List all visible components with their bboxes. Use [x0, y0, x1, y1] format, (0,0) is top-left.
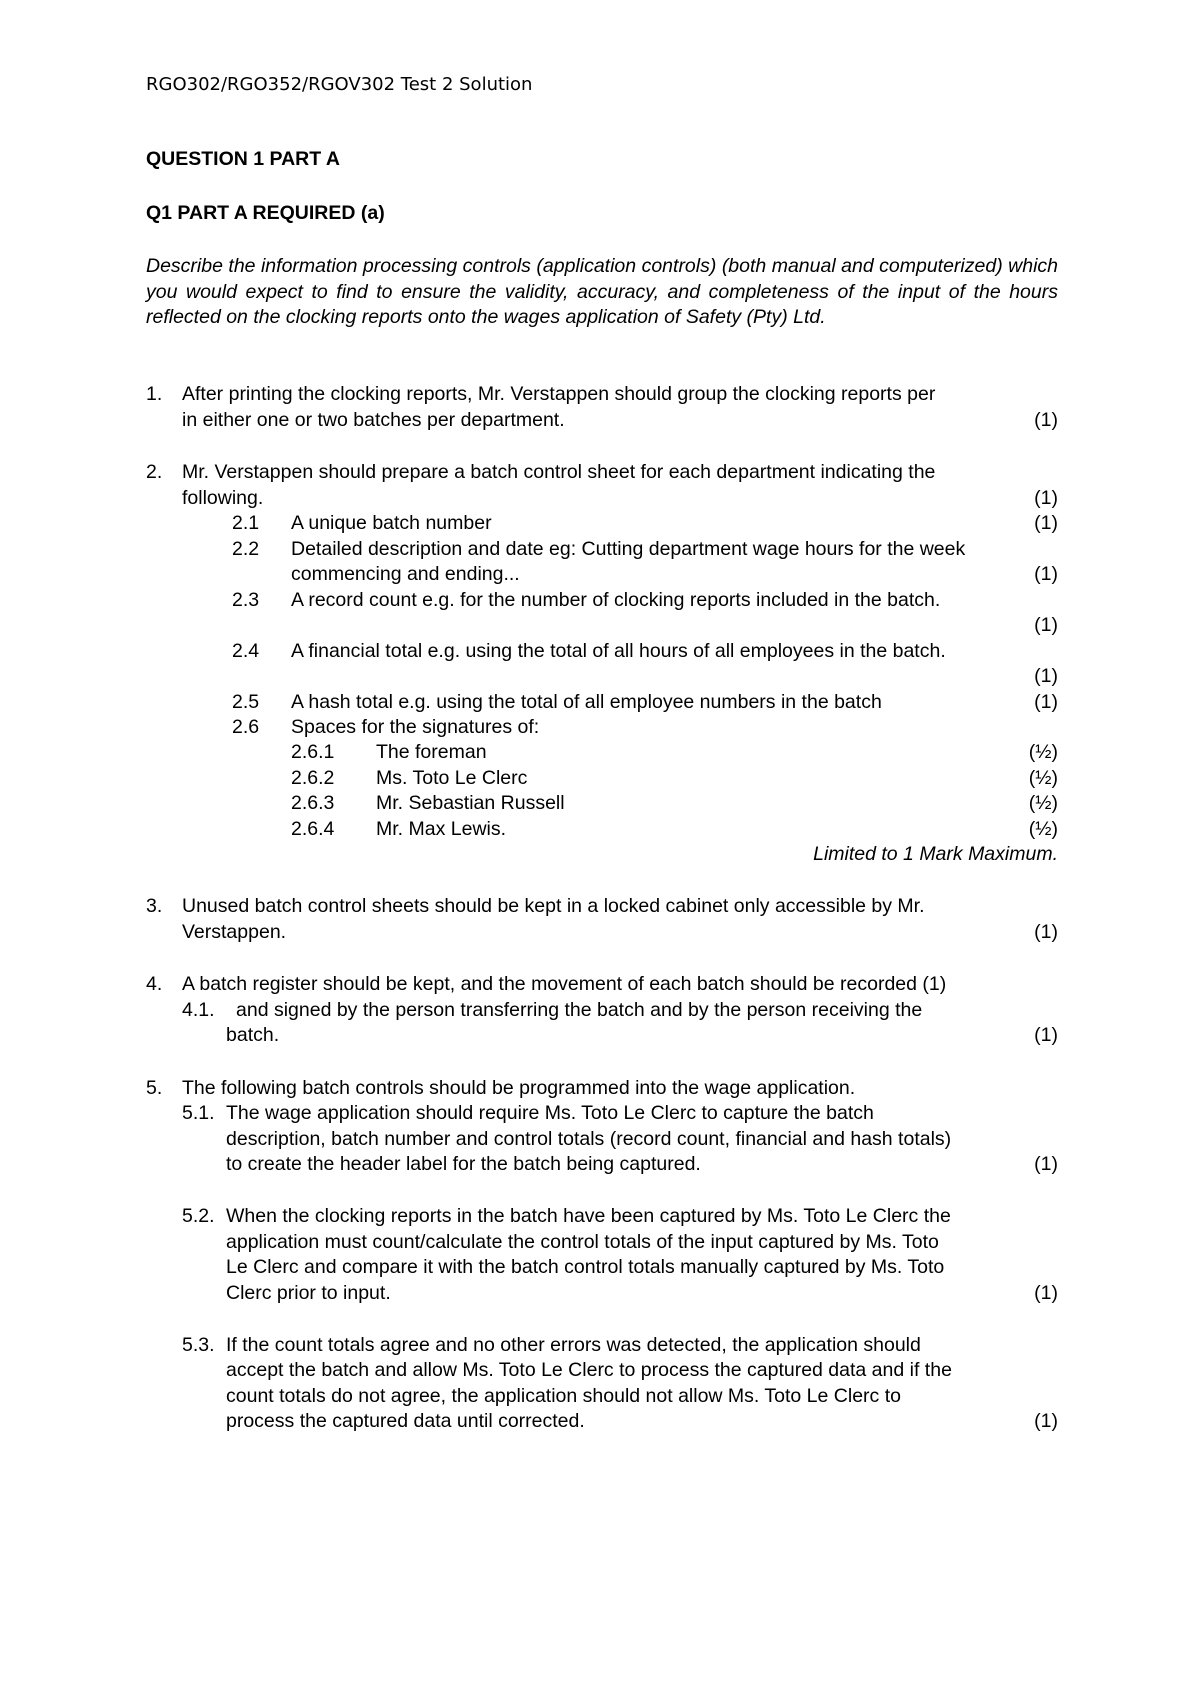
mark-allocation: (1)	[1034, 563, 1058, 585]
item-text: If the count totals agree and no other errors was detected, the application should	[226, 1334, 921, 1356]
mark-allocation: (1)	[1034, 665, 1058, 687]
list-item	[146, 972, 1058, 998]
mark-allocation: (1)	[1034, 921, 1058, 943]
sub-item	[146, 588, 1058, 614]
sub-item	[146, 998, 1058, 1024]
list-item	[146, 894, 1058, 920]
item-text: to create the header label for the batch being captured.	[226, 1153, 701, 1175]
item-text: Le Clerc and compare it with the batch control totals manually captured by Ms. Toto	[226, 1256, 945, 1278]
sub-sub-item	[146, 817, 1058, 843]
sub-item-continued	[146, 1358, 1058, 1384]
page-header: RGO302/RGO352/RGOV302 Test 2 Solution	[146, 74, 533, 95]
sub-item	[146, 715, 1058, 741]
mark-allocation: (1)	[1034, 1410, 1058, 1432]
mark-allocation: (1)	[1034, 1024, 1058, 1046]
item-text: A batch register should be kept, and the movement of each batch should be recorded (1)	[182, 973, 947, 995]
item-number: 2.	[146, 461, 163, 483]
item-text: count totals do not agree, the application should not allow Ms. Toto Le Clerc to	[226, 1385, 901, 1407]
item-text: The foreman	[376, 741, 487, 763]
sub-item-continued	[146, 1255, 1058, 1281]
question-title: QUESTION 1 PART A	[146, 148, 340, 170]
mark-allocation: (1)	[1034, 1153, 1058, 1175]
sub-item	[146, 690, 1058, 716]
item-text: A unique batch number	[291, 512, 492, 534]
item-text: The wage application should require Ms. Toto Le Clerc to capture the batch	[226, 1102, 874, 1124]
item-text: Detailed description and date eg: Cutting department wage hours for the week	[291, 538, 966, 560]
sub-item-continued	[146, 1127, 1058, 1153]
item-number: 2.6.2	[291, 767, 335, 789]
item-text: Spaces for the signatures of:	[291, 716, 540, 738]
sub-sub-item	[146, 791, 1058, 817]
sub-item-continued	[146, 1384, 1058, 1410]
item-text: commencing and ending...	[291, 563, 520, 585]
sub-item-continued	[146, 1230, 1058, 1256]
sub-item	[146, 1333, 1058, 1359]
list-item-continued	[146, 408, 1058, 434]
mark-allocation: (1)	[1034, 614, 1058, 636]
mark-allocation: (1)	[1034, 691, 1058, 713]
item-text: After printing the clocking reports, Mr. Verstappen should group the clocking reports per	[182, 383, 936, 405]
item-number: 2.3	[232, 589, 260, 611]
item-text: The following batch controls should be programmed into the wage application.	[182, 1077, 856, 1099]
task-description: Describe the information processing controls (application controls) (both manual and computerized) which you would expect to find to ensure the validity, accuracy, and completeness of the input of the hours reflected on the clocking reports onto the wages application of Safety (Pty) Ltd.	[146, 255, 1058, 328]
mark-allocation: (½)	[1028, 741, 1058, 763]
item-number: 3.	[146, 895, 163, 917]
item-text: in either one or two batches per department.	[182, 409, 565, 431]
sub-item	[146, 537, 1058, 563]
limit-note: Limited to 1 Mark Maximum.	[813, 843, 1058, 865]
sub-item-continued	[146, 562, 1058, 588]
item-text: application must count/calculate the control totals of the input captured by Ms. Toto	[226, 1231, 939, 1253]
item-text: following.	[182, 487, 264, 509]
item-text: When the clocking reports in the batch have been captured by Ms. Toto Le Clerc the	[226, 1205, 951, 1227]
item-text: Mr. Verstappen should prepare a batch control sheet for each department indicating the	[182, 461, 936, 483]
item-number: 2.5	[232, 691, 260, 713]
item-text: batch.	[226, 1024, 280, 1046]
item-number: 2.6	[232, 716, 260, 738]
item-number: 5.3.	[182, 1334, 215, 1356]
item-number: 2.4	[232, 640, 260, 662]
sub-item	[146, 1101, 1058, 1127]
item-text: A financial total e.g. using the total of all hours of all employees in the batch.	[291, 640, 946, 662]
mark-allocation: (1)	[1034, 1282, 1058, 1304]
sub-item	[146, 511, 1058, 537]
item-text: Mr. Sebastian Russell	[376, 792, 565, 814]
list-item-continued	[146, 920, 1058, 946]
item-text: Mr. Max Lewis.	[376, 818, 507, 840]
item-text: Clerc prior to input.	[226, 1282, 391, 1304]
item-number: 1.	[146, 383, 163, 405]
item-number: 2.2	[232, 538, 260, 560]
item-text: A hash total e.g. using the total of all employee numbers in the batch	[291, 691, 882, 713]
mark-allocation: (1)	[1034, 512, 1058, 534]
item-text: and signed by the person transferring the batch and by the person receiving the	[236, 999, 923, 1021]
item-number: 2.6.4	[291, 818, 335, 840]
sub-item-continued	[146, 1023, 1058, 1049]
sub-item-continued	[146, 1152, 1058, 1178]
sub-item-continued	[146, 1281, 1058, 1307]
sub-sub-item	[146, 766, 1058, 792]
sub-sub-item	[146, 740, 1058, 766]
sub-item-mark-row	[146, 613, 1058, 639]
item-number: 2.6.1	[291, 741, 335, 763]
item-number: 5.	[146, 1077, 163, 1099]
item-number: 2.1	[232, 512, 260, 534]
item-text: Verstappen.	[182, 921, 287, 943]
item-text: Ms. Toto Le Clerc	[376, 767, 528, 789]
list-item-continued	[146, 486, 1058, 512]
list-item	[146, 382, 1058, 408]
mark-allocation: (½)	[1028, 792, 1058, 814]
item-text: accept the batch and allow Ms. Toto Le Clerc to process the captured data and if the	[226, 1359, 952, 1381]
item-number: 4.	[146, 973, 163, 995]
mark-allocation: (½)	[1028, 818, 1058, 840]
item-number: 2.6.3	[291, 792, 335, 814]
item-text: Unused batch control sheets should be kept in a locked cabinet only accessible by Mr.	[182, 895, 925, 917]
required-title: Q1 PART A REQUIRED (a)	[146, 202, 385, 224]
item-text: A record count e.g. for the number of clocking reports included in the batch.	[291, 589, 941, 611]
limit-note-row	[146, 842, 1058, 868]
sub-item	[146, 1204, 1058, 1230]
item-text: description, batch number and control totals (record count, financial and hash totals)	[226, 1128, 952, 1150]
mark-allocation: (1)	[1034, 409, 1058, 431]
sub-item	[146, 639, 1058, 665]
item-number: 4.1.	[182, 999, 215, 1021]
sub-item-continued	[146, 1409, 1058, 1435]
item-number: 5.2.	[182, 1205, 215, 1227]
mark-allocation: (½)	[1028, 767, 1058, 789]
mark-allocation: (1)	[1034, 487, 1058, 509]
item-text: process the captured data until corrected.	[226, 1410, 585, 1432]
list-item	[146, 1076, 1058, 1102]
item-number: 5.1.	[182, 1102, 215, 1124]
sub-item-mark-row	[146, 664, 1058, 690]
list-item	[146, 460, 1058, 486]
